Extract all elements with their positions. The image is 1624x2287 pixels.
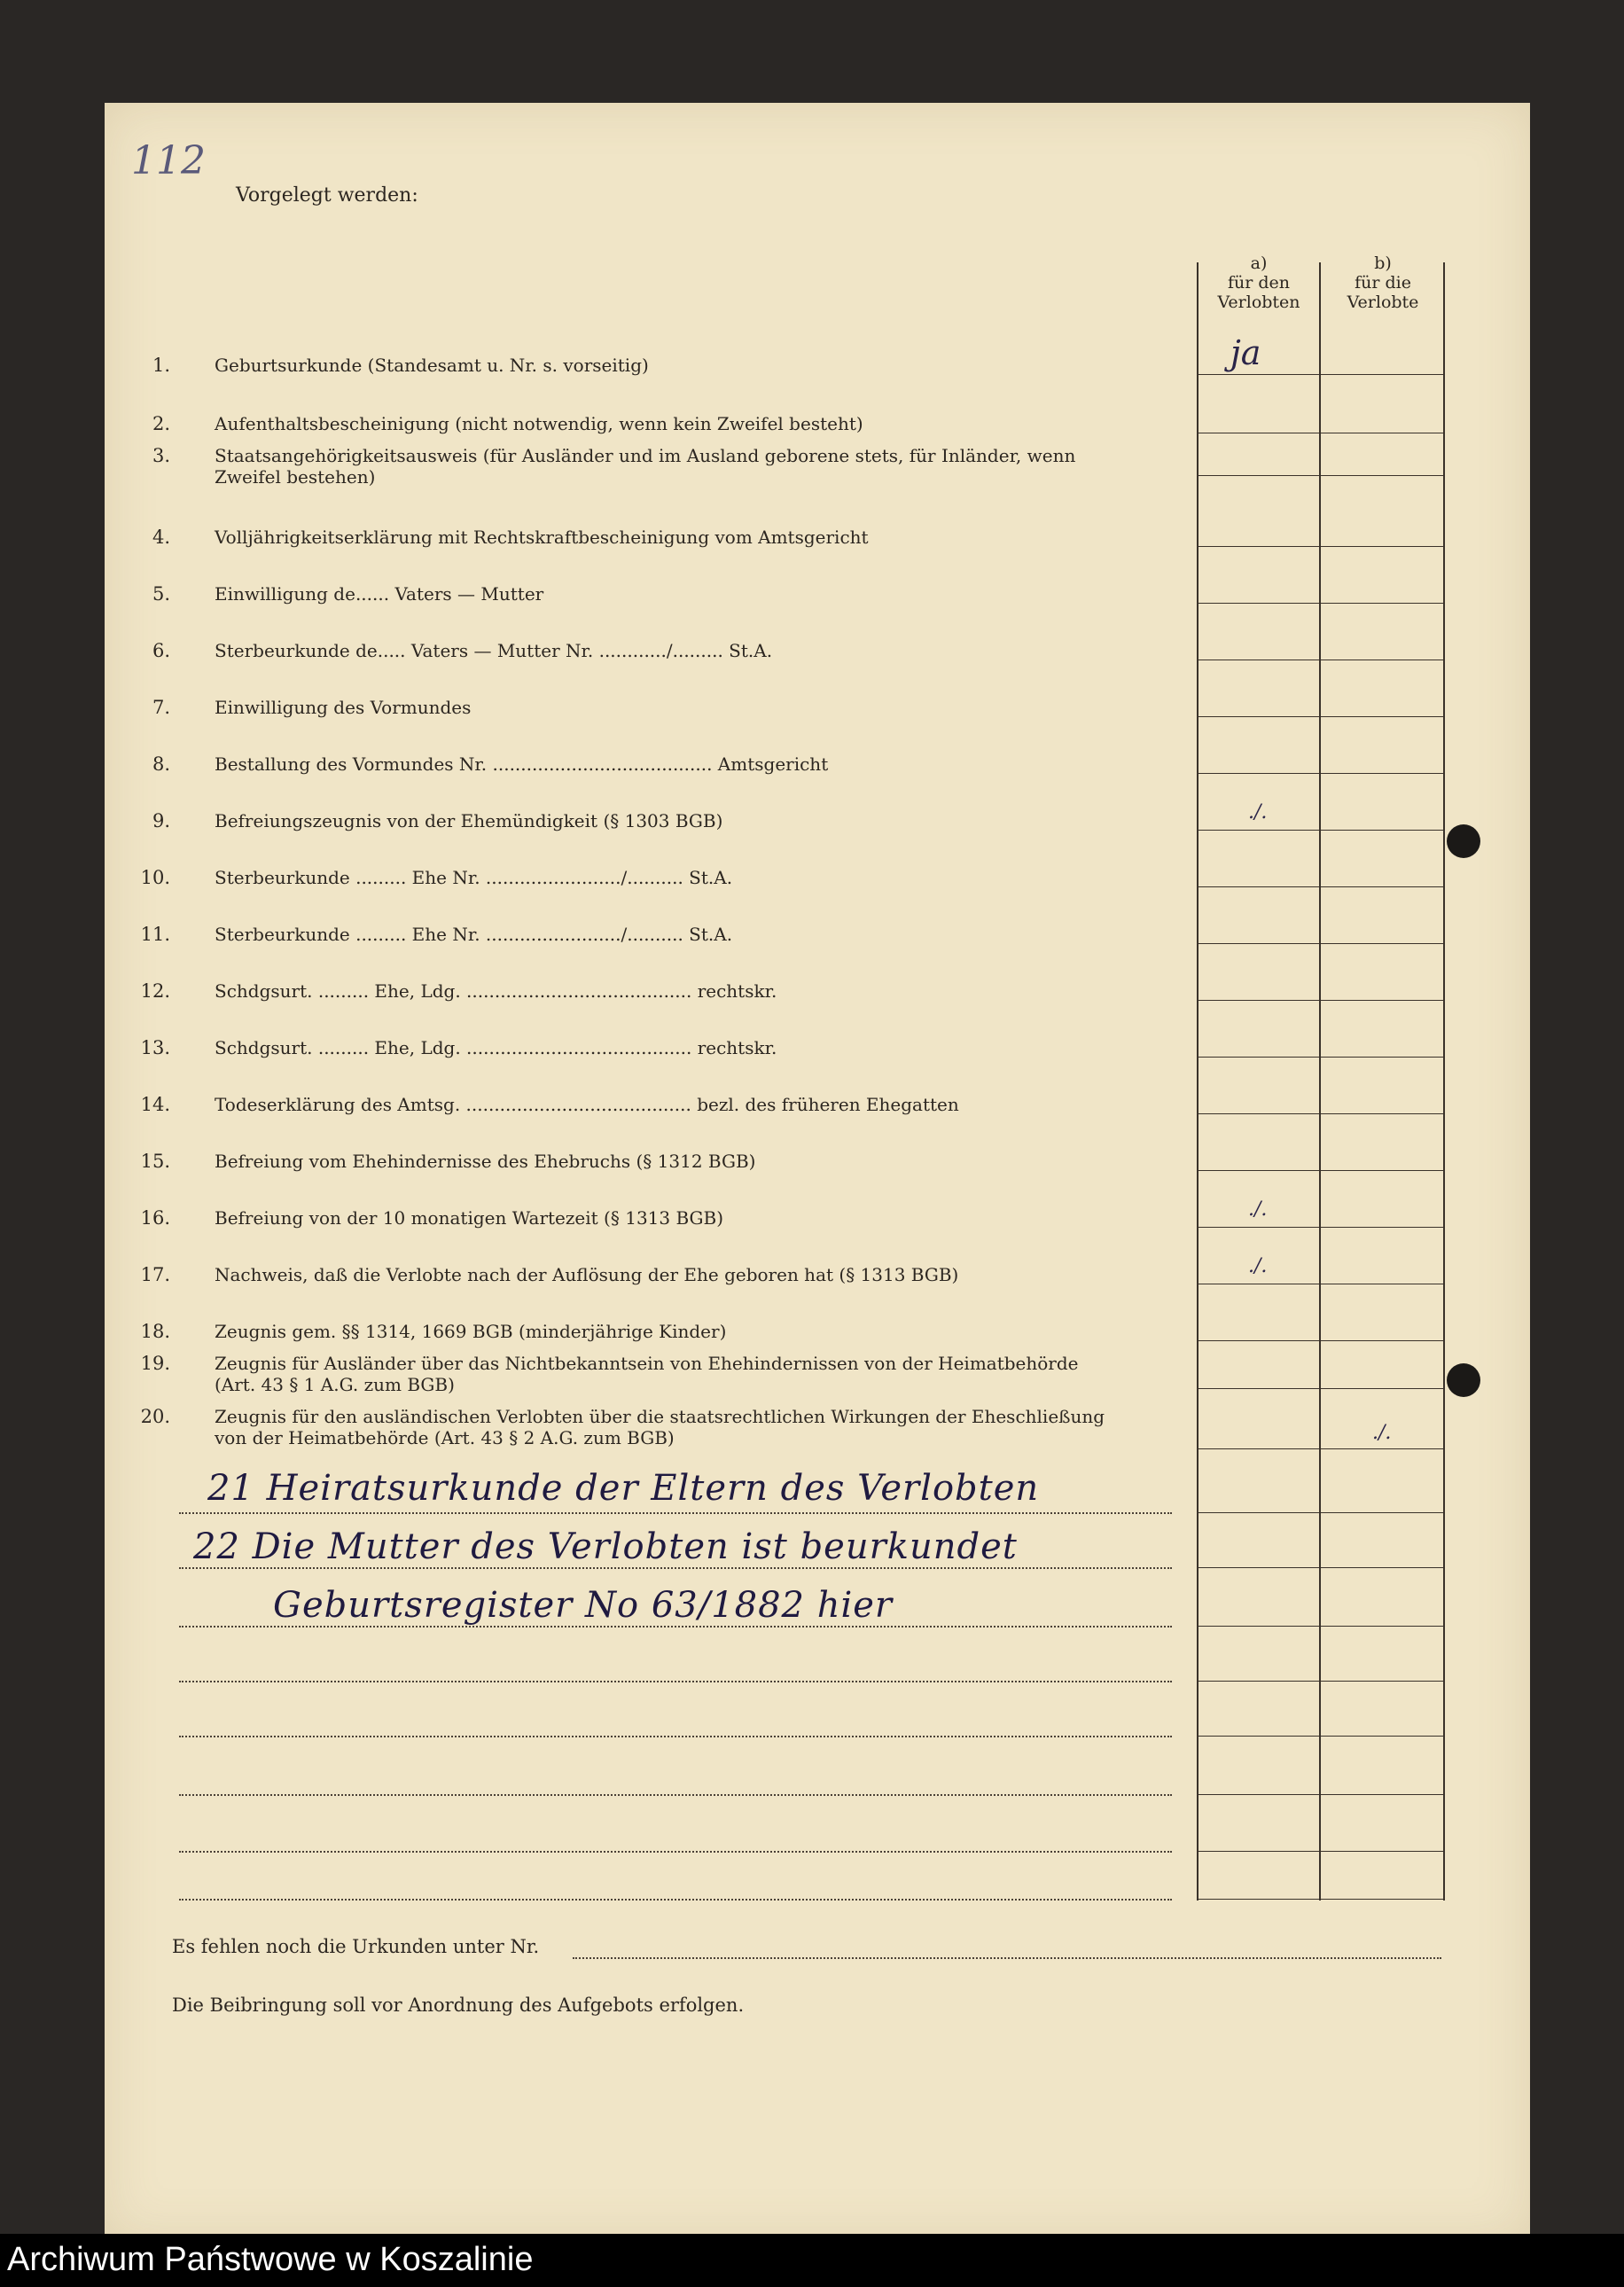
- missing-documents-label: Es fehlen noch die Urkunden unter Nr.: [172, 1936, 540, 1957]
- item-label: Sterbeurkunde ......... Ehe Nr. ......................../.......... St.A.: [215, 924, 733, 945]
- cell-rule: [1197, 546, 1443, 547]
- cell-rule: [1197, 1113, 1443, 1114]
- cell-rule: [1197, 1170, 1443, 1171]
- cell-rule: [1197, 1736, 1443, 1737]
- item-label-continued: von der Heimatbehörde (Art. 43 § 2 A.G. zum BGB): [215, 1427, 675, 1448]
- item-label: Einwilligung de...... Vaters — Mutter: [215, 583, 544, 605]
- cell-rule: [1197, 943, 1443, 944]
- column-rule-middle: [1319, 262, 1321, 1901]
- item-label: Zeugnis für den ausländischen Verlobten über die staatsrechtlichen Wirkungen der Eheschließung: [215, 1406, 1105, 1427]
- column-b-header: b) für die Verlobte: [1347, 254, 1419, 312]
- dotted-line: [179, 1512, 1172, 1514]
- missing-documents-line: [573, 1957, 1441, 1959]
- pencil-page-number: 112: [131, 138, 206, 183]
- item-number: 12.: [140, 980, 170, 1002]
- item-number: 6.: [152, 640, 170, 661]
- cell-rule: [1197, 886, 1443, 887]
- dotted-line: [179, 1736, 1172, 1737]
- column-a-entry: ./.: [1248, 1198, 1268, 1221]
- column-rule-left: [1197, 262, 1198, 1901]
- cell-rule: [1197, 1227, 1443, 1228]
- item-label: Einwilligung des Vormundes: [215, 697, 472, 718]
- cell-rule: [1197, 1626, 1443, 1627]
- item-number: 11.: [140, 924, 170, 945]
- item-label: Bestallung des Vormundes Nr. ....................................... Amtsgericht: [215, 753, 829, 775]
- cell-rule: [1197, 1000, 1443, 1001]
- item-number: 16.: [140, 1207, 170, 1229]
- item-label: Befreiung von der 10 monatigen Wartezeit (§ 1313 BGB): [215, 1207, 724, 1229]
- cell-rule: [1197, 773, 1443, 774]
- cell-rule: [1197, 1340, 1443, 1341]
- item-number: 10.: [140, 867, 170, 888]
- cell-rule: [1197, 1899, 1443, 1900]
- cell-rule: [1197, 1567, 1443, 1568]
- archive-caption: Archiwum Państwowe w Koszalinie: [7, 2241, 534, 2278]
- column-a-entry: ./.: [1248, 1255, 1268, 1277]
- column-a-header: a) für den Verlobten: [1217, 254, 1300, 312]
- cell-rule: [1197, 1681, 1443, 1682]
- dotted-line: [179, 1851, 1172, 1853]
- item-number: 17.: [140, 1264, 170, 1285]
- item-number: 5.: [152, 583, 170, 605]
- item-label: Zeugnis gem. §§ 1314, 1669 BGB (minderjährige Kinder): [215, 1321, 727, 1342]
- cell-rule: [1197, 603, 1443, 604]
- cell-rule: [1197, 1057, 1443, 1058]
- item-label: Schdgsurt. ......... Ehe, Ldg. ........................................ rechtskr.: [215, 1037, 777, 1058]
- item-label: Befreiung vom Ehehindernisse des Ehebruchs (§ 1312 BGB): [215, 1151, 756, 1172]
- note-text: Die Beibringung soll vor Anordnung des Aufgebots erfolgen.: [172, 1994, 745, 2016]
- column-a-entry: ./.: [1248, 801, 1268, 823]
- item-label: Zeugnis für Ausländer über das Nichtbekanntsein von Ehehindernissen von der Heimatbehörde: [215, 1353, 1079, 1374]
- dotted-line: [179, 1681, 1172, 1682]
- cell-rule: [1197, 374, 1443, 375]
- cell-rule: [1197, 1512, 1443, 1513]
- punch-hole: [1447, 1363, 1480, 1397]
- item-number: 15.: [140, 1151, 170, 1172]
- dotted-line: [179, 1794, 1172, 1796]
- item-label: Todeserklärung des Amtsg. ........................................ bezl. des früheren Ehegatten: [215, 1094, 959, 1115]
- item-label: Sterbeurkunde de..... Vaters — Mutter Nr. ............/......... St.A.: [215, 640, 773, 661]
- item-number: 8.: [152, 753, 170, 775]
- punch-hole: [1447, 824, 1480, 858]
- item-number: 18.: [140, 1321, 170, 1342]
- handwritten-line-23: Geburtsregister No 63/1882 hier: [273, 1585, 894, 1626]
- item-number: 13.: [140, 1037, 170, 1058]
- cell-rule: [1197, 1851, 1443, 1852]
- item-label: Staatsangehörigkeitsausweis (für Ausländer und im Ausland geborene stets, für Inländer, wenn: [215, 445, 1076, 466]
- column-b-entry: ./.: [1372, 1422, 1392, 1444]
- dotted-line: [179, 1899, 1172, 1901]
- item-label-continued: (Art. 43 § 1 A.G. zum BGB): [215, 1374, 455, 1395]
- item-number: 7.: [152, 697, 170, 718]
- item-label: Befreiungszeugnis von der Ehemündigkeit (§ 1303 BGB): [215, 810, 723, 831]
- cell-rule: [1197, 716, 1443, 717]
- handwritten-line-22: 22 Die Mutter des Verlobten ist beurkundet: [193, 1526, 1018, 1567]
- cell-rule: [1197, 1388, 1443, 1389]
- cell-rule: [1197, 830, 1443, 831]
- cell-rule: [1197, 1794, 1443, 1795]
- item-number: 3.: [152, 445, 170, 466]
- item-label: Geburtsurkunde (Standesamt u. Nr. s. vorseitig): [215, 355, 649, 376]
- column-rule-right: [1443, 262, 1445, 1901]
- item-number: 20.: [140, 1406, 170, 1427]
- item-label: Sterbeurkunde ......... Ehe Nr. ......................../.......... St.A.: [215, 867, 733, 888]
- item-number: 14.: [140, 1094, 170, 1115]
- header-label: Vorgelegt werden:: [236, 184, 418, 207]
- handwritten-line-21: 21 Heiratsurkunde der Eltern des Verlobten: [207, 1468, 1040, 1509]
- item-number: 4.: [152, 527, 170, 548]
- item-label: Aufenthaltsbescheinigung (nicht notwendig, wenn kein Zweifel besteht): [215, 413, 863, 434]
- item-number: 1.: [152, 355, 170, 376]
- cell-rule: [1197, 1448, 1443, 1449]
- item-number: 9.: [152, 810, 170, 831]
- column-a-entry: ja: [1230, 333, 1261, 372]
- item-label-continued: Zweifel bestehen): [215, 466, 376, 488]
- item-label: Nachweis, daß die Verlobte nach der Auflösung der Ehe geboren hat (§ 1313 BGB): [215, 1264, 959, 1285]
- dotted-line: [179, 1567, 1172, 1569]
- document-page: [105, 103, 1530, 2241]
- item-number: 19.: [140, 1353, 170, 1374]
- archive-caption-bar: [0, 2234, 1624, 2287]
- dotted-line: [179, 1626, 1172, 1627]
- cell-rule: [1197, 475, 1443, 476]
- item-number: 2.: [152, 413, 170, 434]
- item-label: Volljährigkeitserklärung mit Rechtskraftbescheinigung vom Amtsgericht: [215, 527, 869, 548]
- item-label: Schdgsurt. ......... Ehe, Ldg. ........................................ rechtskr.: [215, 980, 777, 1002]
